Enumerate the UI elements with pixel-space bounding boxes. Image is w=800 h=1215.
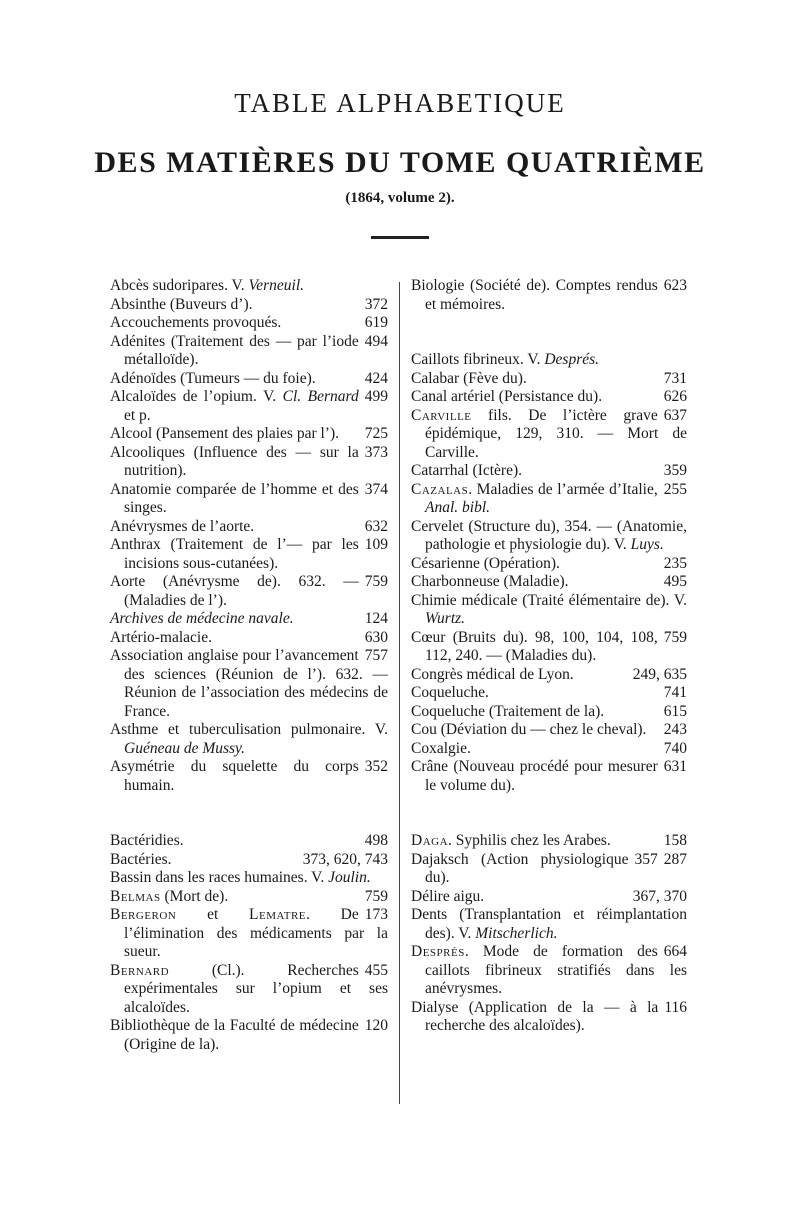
index-entry: [110, 869, 388, 888]
index-entry: [411, 999, 687, 1036]
index-entry: [411, 832, 687, 851]
page-number: 372: [364, 295, 388, 313]
page-number: 158: [663, 832, 687, 849]
page-number: 116: [664, 998, 687, 1016]
page-number: 287: [663, 850, 687, 868]
entry-text: Canal artériel (Persistance du).: [411, 388, 603, 405]
author-name: Després: [411, 943, 465, 960]
page-number: 759: [364, 887, 388, 905]
index-entry: [411, 518, 687, 555]
author-name: Cazalas: [411, 480, 469, 498]
index-entry: [110, 758, 388, 795]
entry-text: Cœur (Bruits du). 98, 100, 104, 108, 112, 240. — (Maladies du).: [411, 628, 658, 664]
index-entry: [411, 277, 687, 314]
italic-reference: Wurtz.: [425, 610, 466, 627]
entry-text: Anthrax (Traitement de l’— par les incisions sous-cutanées).: [110, 536, 359, 572]
entry-text: Bassin dans les races humaines. V.: [110, 869, 329, 886]
index-entry: [110, 296, 388, 315]
index-entry: [110, 851, 388, 870]
page-number: 637: [663, 406, 687, 424]
index-entry: [110, 444, 388, 481]
entry-text: Dialyse (Application de la — à la recherche des alcaloïdes).: [411, 998, 659, 1034]
section-gap: [411, 795, 687, 832]
page-number: 630: [364, 628, 388, 646]
italic-reference: Cl. Bernard: [282, 388, 359, 405]
entry-text: Association anglaise pour l’avancement des sciences (Réunion de l’). 632. — Réunion de l’association des médecins de France.: [110, 647, 388, 720]
page-number: 498: [364, 832, 388, 849]
page-number: 494: [364, 332, 388, 350]
index-entry: [110, 610, 388, 629]
section-gap: [110, 795, 388, 832]
index-entry: [110, 536, 388, 573]
column-divider: [399, 282, 400, 1104]
index-entry: [110, 388, 388, 425]
entry-text: et p.: [124, 406, 151, 424]
author-name: Lematre: [249, 906, 307, 923]
entry-text: Coqueluche.: [411, 684, 489, 701]
right-column: [411, 277, 687, 1036]
italic-reference: Anal. bibl.: [425, 499, 491, 516]
page-subtitle: DES MATIÈRES DU TOME QUATRIÈME: [94, 146, 706, 179]
index-entry: [110, 832, 388, 851]
page-number: 357: [634, 850, 658, 868]
entry-text: . Syphilis chez les Arabes.: [448, 832, 611, 849]
index-entry: [110, 370, 388, 389]
entry-text: Cervelet (Structure du), 354. — (Anatomie, pathologie et physiologie du). V.: [411, 517, 687, 553]
page-number: 757: [364, 647, 388, 664]
page-number: 664: [663, 943, 687, 960]
italic-reference: Luys.: [630, 536, 664, 553]
index-entry: [110, 962, 388, 1018]
entry-text: Bibliothèque de la Faculté de médecine (Origine de la).: [110, 1017, 359, 1053]
page-number: 759: [364, 573, 388, 590]
entry-text: . De l’élimination des médicaments par la sueur.: [124, 906, 388, 960]
page-number: 374: [364, 480, 388, 498]
entry-text: Adénoïdes (Tumeurs — du foie).: [110, 369, 316, 387]
index-entry: [411, 388, 687, 407]
entry-text: Cou (Déviation du — chez le cheval).: [411, 721, 647, 738]
entry-text: Caillots fibrineux. V.: [411, 351, 545, 368]
index-entry: [110, 425, 388, 444]
section-gap: [411, 314, 687, 351]
index-entry: [411, 703, 687, 722]
entry-text: . Mode de formation des caillots fibrineux stratifiés dans les anévrysmes.: [425, 943, 687, 997]
page-number: 740: [663, 739, 687, 757]
entry-text: fils. De l’ictère grave épidémique, 129, 310. — Mort de Carville.: [425, 406, 687, 461]
page-number: 615: [663, 702, 687, 720]
index-entry: [411, 573, 687, 592]
entry-text: Anatomie comparée de l’homme et des singes.: [110, 480, 359, 516]
author-name: Belmas: [110, 887, 161, 905]
index-entry: [411, 666, 687, 685]
page-number: 495: [663, 573, 687, 590]
entry-text: Biologie (Société de). Comptes rendus et mémoires.: [411, 277, 658, 313]
index-entry: [110, 573, 388, 610]
page-number: 424: [364, 369, 388, 387]
page-number: 623: [663, 277, 687, 294]
index-entry: [411, 555, 687, 574]
index-entry: [411, 370, 687, 389]
index-entry: [411, 758, 687, 795]
page-number: 626: [663, 388, 687, 405]
entry-text: Bactéridies.: [110, 832, 184, 849]
index-entry: [411, 462, 687, 481]
index-entry: [411, 407, 687, 463]
index-entry: [411, 740, 687, 759]
page-number: 359: [663, 462, 687, 479]
index-entry: [411, 906, 687, 943]
index-entry: [110, 888, 388, 907]
index-entry: [411, 943, 687, 999]
entry-text: (Cl.). Recherches expérimentales sur l’opium et ses alcaloïdes.: [124, 961, 388, 1016]
entry-text: Alcooliques (Influence des — sur la nutrition).: [110, 443, 359, 479]
entry-text: Dents (Transplantation et réimplantation des). V.: [411, 906, 687, 942]
entry-text: Catarrhal (Ictère).: [411, 462, 523, 479]
entry-text: Asymétrie du squelette du corps humain.: [110, 758, 359, 794]
italic-reference: Verneuil.: [248, 277, 305, 294]
page-number: 235: [663, 554, 687, 572]
author-name: Daga: [411, 832, 449, 849]
title-rule: [371, 236, 429, 239]
page-number: 109: [364, 536, 388, 553]
entry-text: Alcaloïdes de l’opium. V.: [110, 388, 283, 405]
entry-text: Crâne (Nouveau procédé pour mesurer le volume du).: [411, 758, 658, 794]
page-number: 373: [364, 443, 388, 461]
entry-text: Charbonneuse (Maladie).: [411, 573, 569, 590]
entry-text: Adénites (Traitement des — par l’iode métalloïde).: [110, 332, 359, 368]
index-entry: [110, 721, 388, 758]
index-entry: [411, 592, 687, 629]
page-number: 173: [364, 906, 388, 923]
entry-text: Asthme et tuberculisation pulmonaire. V.: [110, 721, 388, 738]
page-number: 725: [364, 425, 388, 442]
page-number: 249, 635: [632, 665, 687, 683]
index-entry: [411, 721, 687, 740]
index-entry: [411, 684, 687, 703]
entry-text: Coqueluche (Traitement de la).: [411, 702, 605, 720]
entry-text: Congrès médical de Lyon.: [411, 665, 574, 683]
index-entry: [110, 481, 388, 518]
index-entry: [110, 647, 388, 721]
entry-text: Abcès sudoripares. V.: [110, 277, 249, 294]
entry-text: Alcool (Pansement des plaies par l’).: [110, 425, 339, 442]
index-entry: [110, 277, 388, 296]
entry-text: Dajaksch (Action physiologique du).: [411, 850, 629, 886]
index-entry: [411, 851, 687, 888]
italic-reference: Archives de médecine navale.: [110, 610, 294, 627]
author-name: Bernard: [110, 961, 170, 979]
index-entry: [411, 888, 687, 907]
italic-reference: Guéneau de Mussy.: [124, 739, 245, 757]
volume-label: (1864, volume 2).: [345, 190, 455, 206]
index-entry: [110, 629, 388, 648]
page-number: 619: [364, 314, 388, 331]
entry-text: Anévrysmes de l’aorte.: [110, 517, 255, 535]
author-name: Bergeron: [110, 906, 177, 923]
page-number: 367, 370: [632, 887, 687, 905]
index-entry: [110, 1017, 388, 1054]
page-number: 352: [364, 758, 388, 775]
page-number: 731: [663, 369, 687, 387]
entry-text: . Maladies de l’armée d’Italie,: [468, 480, 658, 498]
index-entry: [110, 906, 388, 962]
entry-text: Bactéries.: [110, 850, 172, 868]
index-entry: [110, 314, 388, 333]
entry-text: Absinthe (Buveurs d’).: [110, 295, 253, 313]
page-number: 741: [663, 684, 687, 701]
page-number: 373, 620, 743: [302, 850, 388, 868]
index-entry: [411, 351, 687, 370]
italic-reference: Mitscherlich.: [475, 924, 558, 942]
entry-text: Césarienne (Opération).: [411, 554, 560, 572]
page-number: 631: [663, 758, 687, 775]
entry-text: Coxalgie.: [411, 739, 471, 757]
index-entry: [411, 481, 687, 518]
entry-text: et: [176, 906, 250, 923]
page-number: 455: [364, 961, 388, 979]
entry-text: Artério-malacie.: [110, 628, 212, 646]
italic-reference: Després.: [544, 351, 600, 368]
entry-text: Accouchements provoqués.: [110, 314, 282, 331]
page-number: 632: [364, 517, 388, 535]
index-entry: [110, 333, 388, 370]
page-number: 124: [364, 610, 388, 627]
left-column: [110, 277, 388, 1054]
page-title: TABLE ALPHABETIQUE: [234, 88, 566, 118]
entry-text: (Mort de).: [160, 887, 229, 905]
page-number: 243: [663, 721, 687, 738]
entry-text: Aorte (Anévrysme de). 632. — (Maladies de l’).: [110, 573, 359, 609]
entry-text: Chimie médicale (Traité élémentaire de). V.: [411, 591, 687, 609]
entry-text: Délire aigu.: [411, 887, 485, 905]
italic-reference: Joulin.: [328, 869, 371, 886]
page-number: 499: [364, 388, 388, 405]
page-number: 759: [663, 628, 687, 646]
index-entry: [110, 518, 388, 537]
page-number: 120: [364, 1017, 388, 1034]
index-entry: [411, 629, 687, 666]
page-number: 255: [663, 480, 687, 498]
entry-text: Calabar (Fève du).: [411, 369, 527, 387]
author-name: Carville: [411, 406, 472, 424]
